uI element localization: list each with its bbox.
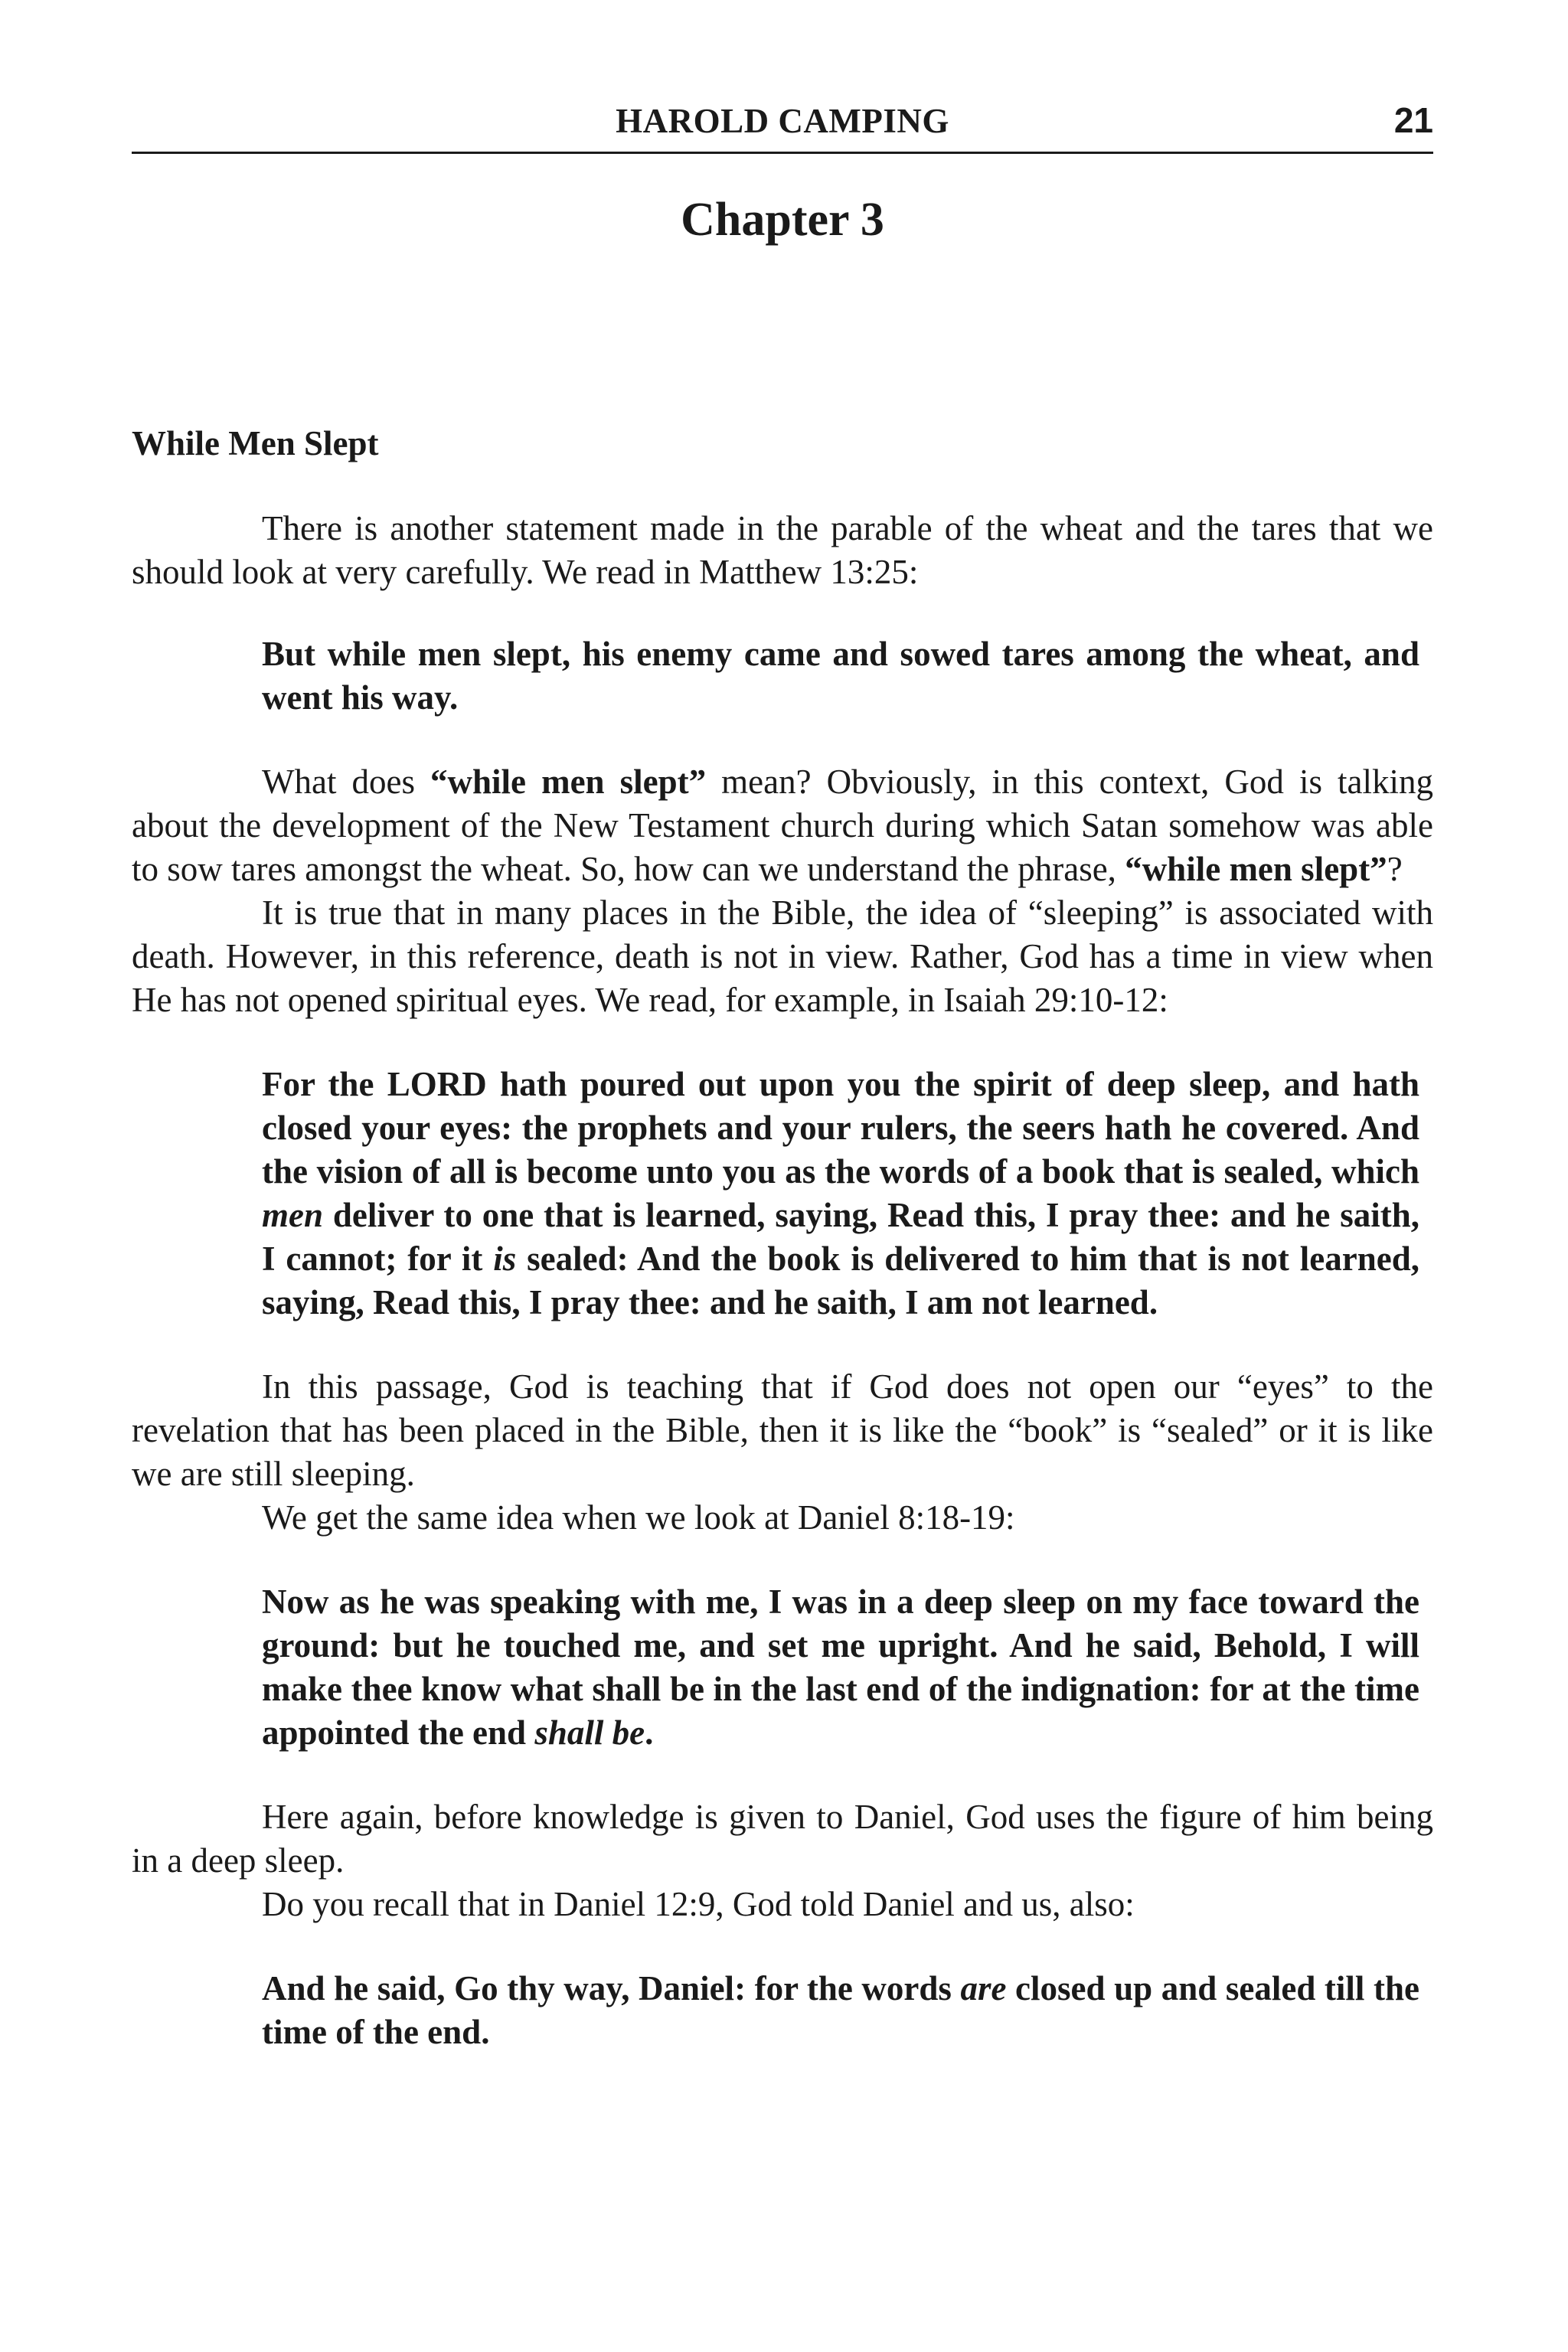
quote-daniel12-text-c: closed up and sealed till the time of the end. xyxy=(262,1969,1419,2051)
scripture-quote-matthew: But while men slept, his enemy came and sowed tares among the wheat, and went his way. xyxy=(262,635,1419,717)
paragraph-2-text-a: What does xyxy=(262,763,431,801)
quote-isaiah-italic-a: men xyxy=(262,1196,324,1234)
quote-isaiah-italic-b: is xyxy=(493,1240,517,1278)
paragraph-1: There is another statement made in the parable of the wheat and the tares that we should look at very carefully. We read in Matthew 13:25: xyxy=(132,509,1433,591)
quote-daniel8-text-a: Now as he was speaking with me, I was in a deep sleep on my face toward the ground: but he touched me, and set me upright. And he said, Behold, I will make thee know what shall be in the last end of the indignation: for at the time appointed the end xyxy=(262,1583,1419,1752)
section-heading: While Men Slept xyxy=(132,424,379,462)
running-header xyxy=(132,98,1433,154)
quote-isaiah-text-a: For the LORD hath poured out upon you the spirit of deep sleep, and hath closed your eyes: the prophets and your rulers, the seers hath he covered. And the vision of all is become unto you as the words of a book that is sealed, which xyxy=(262,1065,1419,1191)
paragraph-2-text-e: ? xyxy=(1387,850,1403,888)
quote-daniel8-text-c: . xyxy=(645,1713,654,1752)
quote-daniel12-italic: are xyxy=(960,1969,1007,2007)
page-number: 21 xyxy=(1393,100,1433,140)
paragraph-2-emphasis-a: “while men slept” xyxy=(430,763,707,801)
paragraph-6: Here again, before knowledge is given to Daniel, God uses the figure of him being in a deep sleep. xyxy=(132,1798,1433,1880)
quote-isaiah-text-e: sealed: And the book is delivered to him that is not learned, saying, Read this, I pray thee: and he saith, I am not learned. xyxy=(262,1240,1419,1321)
scripture-quote-isaiah xyxy=(262,1063,1419,1325)
paragraph-3: It is true that in many places in the Bible, the idea of “sleeping” is associated with death. However, in this reference, death is not in view. Rather, God has a time in view when He has not opened spiritual eyes. We read, for example, in Isaiah 29:10-12: xyxy=(132,893,1433,1019)
quote-daniel12-text-a: And he said, Go thy way, Daniel: for the words xyxy=(262,1969,961,2007)
book-page xyxy=(132,0,1433,2352)
paragraph-7: Do you recall that in Daniel 12:9, God told Daniel and us, also: xyxy=(262,1885,1135,1923)
body-text xyxy=(132,507,1433,2054)
paragraph-2-text-c: mean? Obviously, in this context, God is talking about the development of the New Testament church during which Satan somehow was able to sow tares amongst the wheat. So, how can we understand the phrase, xyxy=(132,763,1433,888)
scripture-quote-daniel-12 xyxy=(262,1967,1419,2054)
scripture-quote-daniel-8 xyxy=(262,1580,1419,1755)
paragraph-2 xyxy=(132,760,1433,891)
quote-daniel8-italic: shall be xyxy=(534,1713,645,1752)
chapter-title: Chapter 3 xyxy=(681,194,884,246)
quote-isaiah-text-c: deliver to one that is learned, saying, Read this, I pray thee: and he saith, I cannot; for it xyxy=(262,1196,1419,1278)
header-author: HAROLD CAMPING xyxy=(616,102,949,140)
paragraph-4: In this passage, God is teaching that if God does not open our “eyes” to the revelation that has been placed in the Bible, then it is like the “book” is “sealed” or it is like we are still sleeping. xyxy=(132,1367,1433,1493)
paragraph-5: We get the same idea when we look at Daniel 8:18-19: xyxy=(262,1498,1015,1537)
paragraph-2-emphasis-b: “while men slept” xyxy=(1125,850,1387,888)
